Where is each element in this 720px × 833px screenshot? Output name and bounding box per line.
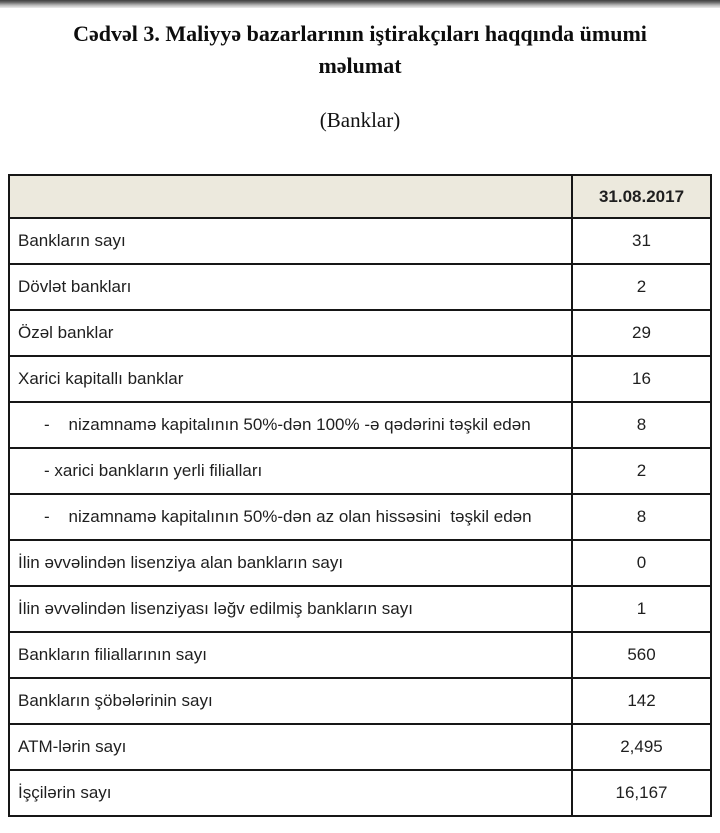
- row-label: İlin əvvəlindən lisenziyası ləğv edilmiş bankların sayı: [9, 586, 572, 632]
- row-value: 560: [572, 632, 711, 678]
- row-value: 1: [572, 586, 711, 632]
- table-row: [9, 310, 711, 356]
- row-label: Özəl banklar: [9, 310, 572, 356]
- page-title: [40, 18, 680, 82]
- row-value: 16: [572, 356, 711, 402]
- table-row: [9, 770, 711, 816]
- row-value: 16,167: [572, 770, 711, 816]
- page-title-line1: Cədvəl 3. Maliyyə bazarlarının iştirakçıları haqqında ümumi: [73, 21, 647, 46]
- table-row: [9, 632, 711, 678]
- row-label: İşçilərin sayı: [9, 770, 572, 816]
- row-value: 8: [572, 494, 711, 540]
- row-label: - nizamnamə kapitalının 50%-dən 100% -ə qədərini təşkil edən: [9, 402, 572, 448]
- row-label: Dövlət bankları: [9, 264, 572, 310]
- row-value: 0: [572, 540, 711, 586]
- header-empty-cell: [9, 175, 572, 218]
- table-row-sub-item: [9, 494, 711, 540]
- table-row: [9, 356, 711, 402]
- table-row-sub-item: [9, 448, 711, 494]
- table-header-row: [9, 175, 711, 218]
- table-row: [9, 678, 711, 724]
- row-label: Bankların şöbələrinin sayı: [9, 678, 572, 724]
- row-value: 31: [572, 218, 711, 264]
- table-row: [9, 218, 711, 264]
- subtitle: (Banklar): [319, 108, 401, 132]
- table-row-sub-item: [9, 402, 711, 448]
- row-label: ATM-lərin sayı: [9, 724, 572, 770]
- table-row: [9, 724, 711, 770]
- table-row: [9, 264, 711, 310]
- table-row: [9, 586, 711, 632]
- row-label: - nizamnamə kapitalının 50%-dən az olan hissəsini təşkil edən: [9, 494, 572, 540]
- row-value: 8: [572, 402, 711, 448]
- row-label: Bankların filiallarının sayı: [9, 632, 572, 678]
- row-value: 29: [572, 310, 711, 356]
- page-title-line2: məlumat: [318, 53, 402, 78]
- row-label: Bankların sayı: [9, 218, 572, 264]
- row-label: - xarici bankların yerli filialları: [9, 448, 572, 494]
- row-label: İlin əvvəlindən lisenziya alan bankların sayı: [9, 540, 572, 586]
- row-value: 142: [572, 678, 711, 724]
- row-value: 2: [572, 264, 711, 310]
- row-value: 2,495: [572, 724, 711, 770]
- table-row: [9, 540, 711, 586]
- top-divider: [0, 0, 720, 8]
- banks-table: [8, 174, 712, 817]
- header-date-cell: 31.08.2017: [572, 175, 711, 218]
- row-label: Xarici kapitallı banklar: [9, 356, 572, 402]
- row-value: 2: [572, 448, 711, 494]
